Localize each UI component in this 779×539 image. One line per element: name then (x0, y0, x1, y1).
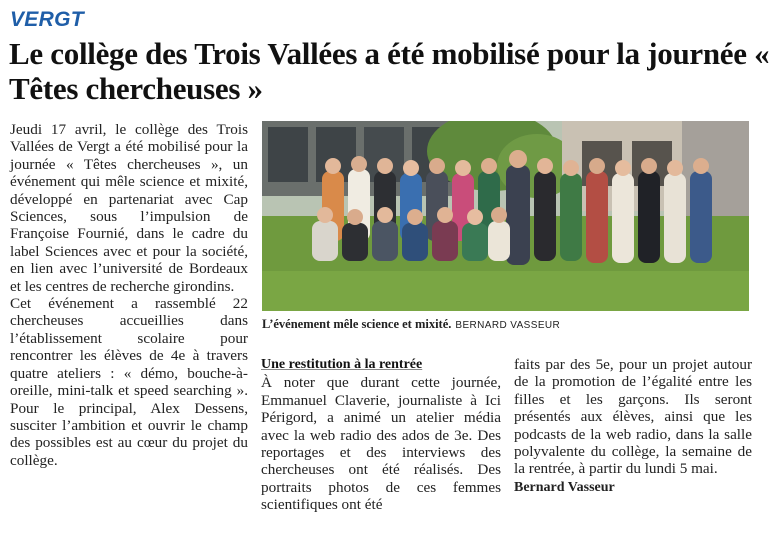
group-photo-illustration (262, 121, 749, 311)
author-byline: Bernard Vasseur (514, 479, 615, 495)
paragraph-intro: Jeudi 17 avril, le collège des Trois Vallées de Vergt a été mobilisé pour la journée « Têtes chercheuses », un événement qui mêle science et mixité, développé en partenariat avec Cap Sciences, sous l’impulsion de Françoise Fournié, dans le cadre du label Sciences avec et pour la société, en lien avec l’université de Bordeaux et les centres de recherche girondins. (10, 121, 248, 295)
photo-credit: BERNARD VASSEUR (455, 320, 561, 331)
article-column-2 (261, 356, 501, 514)
caption-text: L’événement mêle science et mixité. (262, 317, 452, 331)
section-subhead: Une restitution à la rentrée (261, 357, 423, 372)
article-headline: Le collège des Trois Vallées a été mobilisé pour la journée « Têtes chercheuses » (9, 36, 770, 106)
paragraph-event: Cet événement a rassemblé 22 chercheuses accueillies dans l’établissement scolaire pour rencontrer les élèves de 4e à travers quatre ateliers : « démo, bouche-à-oreille, mini-talk et speed searching ». Pour le principal, Alex Dessens, susciter l’ambition et ouvrir le champ des possibles est au cœur du projet du collège. (10, 295, 248, 469)
section-kicker: VERGT (10, 8, 84, 31)
group-photo (262, 121, 749, 311)
paragraph-continuation: faits par des 5e, pour un projet autour de la promotion de l’égalité entre les filles et les garçons. Ils seront présentés aux élèves, ainsi que les podcasts de la web radio, dans la salle polyvalente du collège, la semaine de la rentrée, à partir du lundi 5 mai. (514, 356, 752, 478)
photo-caption (262, 317, 749, 332)
article-column-1 (10, 121, 248, 469)
paragraph-restitution: À noter que durant cette journée, Emmanuel Claverie, journaliste à Ici Périgord, a animé un atelier média avec la web radio des ados de 3e. Des reportages et des interviews des chercheuses ont été réalisés. Des portraits photos de ces femmes scientifiques ont été (261, 374, 501, 514)
article-column-3 (514, 356, 752, 496)
